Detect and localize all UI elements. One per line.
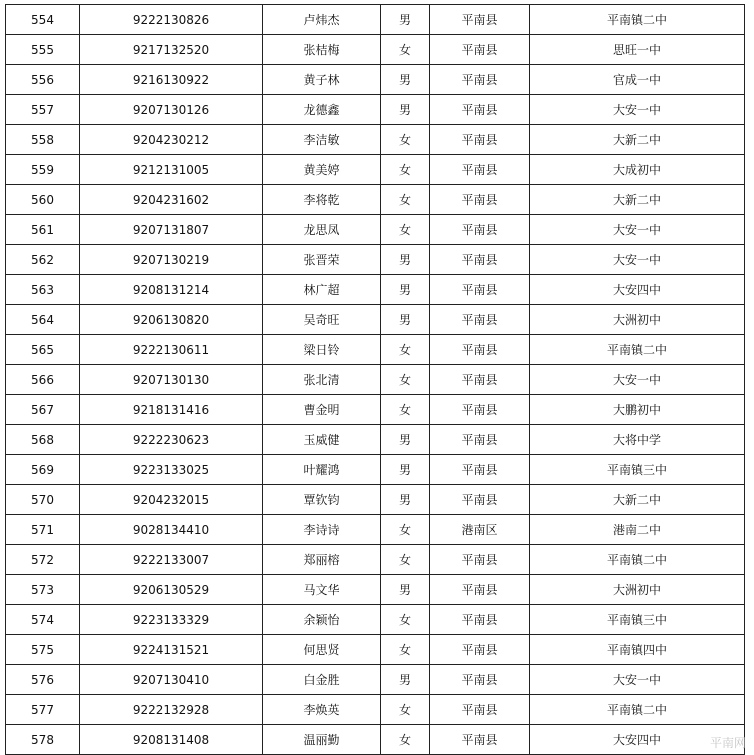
name-cell: 曹金明 [263,395,381,425]
school-cell: 平南镇三中 [530,605,745,635]
table-row [6,35,745,65]
row-number-cell: 555 [6,35,80,65]
results-table-body [6,5,745,755]
row-number-cell: 557 [6,95,80,125]
exam-id-cell: 9216130922 [80,65,263,95]
county-cell: 平南县 [430,455,530,485]
exam-id-cell: 9218131416 [80,395,263,425]
row-number-cell: 559 [6,155,80,185]
table-row [6,65,745,95]
row-number-cell: 565 [6,335,80,365]
school-cell: 大安一中 [530,215,745,245]
gender-cell: 女 [381,695,430,725]
exam-id-cell: 9204231602 [80,185,263,215]
row-number-cell: 574 [6,605,80,635]
name-cell: 覃钦钧 [263,485,381,515]
exam-id-cell: 9223133329 [80,605,263,635]
exam-id-cell: 9224131521 [80,635,263,665]
county-cell: 平南县 [430,35,530,65]
row-number-cell: 561 [6,215,80,245]
gender-cell: 女 [381,155,430,185]
name-cell: 温丽勤 [263,725,381,755]
name-cell: 黄美婷 [263,155,381,185]
row-number-cell: 571 [6,515,80,545]
exam-id-cell: 9222130826 [80,5,263,35]
gender-cell: 男 [381,455,430,485]
school-cell: 大安一中 [530,95,745,125]
table-row [6,605,745,635]
school-cell: 平南镇二中 [530,695,745,725]
school-cell: 平南镇四中 [530,635,745,665]
school-cell: 官成一中 [530,65,745,95]
table-row [6,635,745,665]
gender-cell: 女 [381,515,430,545]
name-cell: 龙德鑫 [263,95,381,125]
county-cell: 平南县 [430,725,530,755]
exam-id-cell: 9222230623 [80,425,263,455]
school-cell: 大洲初中 [530,575,745,605]
name-cell: 张桔梅 [263,35,381,65]
table-row [6,365,745,395]
exam-id-cell: 9206130529 [80,575,263,605]
row-number-cell: 577 [6,695,80,725]
exam-id-cell: 9207130219 [80,245,263,275]
gender-cell: 女 [381,365,430,395]
gender-cell: 女 [381,725,430,755]
gender-cell: 男 [381,305,430,335]
results-table [5,4,745,755]
row-number-cell: 568 [6,425,80,455]
county-cell: 平南县 [430,185,530,215]
county-cell: 平南县 [430,155,530,185]
name-cell: 玉威健 [263,425,381,455]
name-cell: 马文华 [263,575,381,605]
school-cell: 大安一中 [530,665,745,695]
gender-cell: 女 [381,605,430,635]
table-row [6,305,745,335]
name-cell: 卢炜杰 [263,5,381,35]
gender-cell: 女 [381,545,430,575]
gender-cell: 女 [381,35,430,65]
county-cell: 平南县 [430,695,530,725]
gender-cell: 女 [381,215,430,245]
gender-cell: 男 [381,5,430,35]
exam-id-cell: 9207131807 [80,215,263,245]
row-number-cell: 569 [6,455,80,485]
gender-cell: 男 [381,485,430,515]
exam-id-cell: 9204230212 [80,125,263,155]
school-cell: 平南镇二中 [530,545,745,575]
table-row [6,125,745,155]
table-row [6,95,745,125]
row-number-cell: 572 [6,545,80,575]
exam-id-cell: 9028134410 [80,515,263,545]
school-cell: 平南镇二中 [530,335,745,365]
exam-id-cell: 9223133025 [80,455,263,485]
table-row [6,425,745,455]
name-cell: 李焕英 [263,695,381,725]
school-cell: 港南二中 [530,515,745,545]
county-cell: 平南县 [430,65,530,95]
name-cell: 李洁敏 [263,125,381,155]
table-row [6,725,745,755]
gender-cell: 男 [381,95,430,125]
county-cell: 平南县 [430,275,530,305]
name-cell: 何思贤 [263,635,381,665]
table-row [6,245,745,275]
county-cell: 平南县 [430,5,530,35]
name-cell: 张北清 [263,365,381,395]
row-number-cell: 575 [6,635,80,665]
table-row [6,335,745,365]
school-cell: 大安四中 [530,725,745,755]
name-cell: 龙思凤 [263,215,381,245]
county-cell: 平南县 [430,215,530,245]
gender-cell: 女 [381,125,430,155]
table-row [6,515,745,545]
exam-id-cell: 9207130126 [80,95,263,125]
table-row [6,665,745,695]
table-row [6,575,745,605]
table-row [6,695,745,725]
school-cell: 大安一中 [530,245,745,275]
school-cell: 大新二中 [530,185,745,215]
row-number-cell: 556 [6,65,80,95]
school-cell: 大安四中 [530,275,745,305]
county-cell: 港南区 [430,515,530,545]
county-cell: 平南县 [430,335,530,365]
exam-id-cell: 9207130130 [80,365,263,395]
row-number-cell: 563 [6,275,80,305]
county-cell: 平南县 [430,125,530,155]
school-cell: 大洲初中 [530,305,745,335]
name-cell: 余颖怡 [263,605,381,635]
school-cell: 大成初中 [530,155,745,185]
school-cell: 平南镇三中 [530,455,745,485]
exam-id-cell: 9222132928 [80,695,263,725]
table-row [6,455,745,485]
county-cell: 平南县 [430,545,530,575]
county-cell: 平南县 [430,485,530,515]
county-cell: 平南县 [430,305,530,335]
school-cell: 大安一中 [530,365,745,395]
county-cell: 平南县 [430,425,530,455]
gender-cell: 女 [381,635,430,665]
row-number-cell: 566 [6,365,80,395]
gender-cell: 女 [381,185,430,215]
table-row [6,395,745,425]
county-cell: 平南县 [430,365,530,395]
name-cell: 叶耀鸿 [263,455,381,485]
school-cell: 平南镇二中 [530,5,745,35]
row-number-cell: 554 [6,5,80,35]
exam-id-cell: 9208131408 [80,725,263,755]
row-number-cell: 562 [6,245,80,275]
name-cell: 李诗诗 [263,515,381,545]
gender-cell: 女 [381,335,430,365]
table-row [6,155,745,185]
county-cell: 平南县 [430,665,530,695]
county-cell: 平南县 [430,575,530,605]
county-cell: 平南县 [430,245,530,275]
county-cell: 平南县 [430,95,530,125]
school-cell: 大新二中 [530,485,745,515]
row-number-cell: 560 [6,185,80,215]
gender-cell: 男 [381,665,430,695]
table-row [6,485,745,515]
exam-id-cell: 9204232015 [80,485,263,515]
name-cell: 黄子林 [263,65,381,95]
row-number-cell: 578 [6,725,80,755]
name-cell: 张晋荣 [263,245,381,275]
name-cell: 白金胜 [263,665,381,695]
row-number-cell: 558 [6,125,80,155]
row-number-cell: 567 [6,395,80,425]
school-cell: 大鹏初中 [530,395,745,425]
county-cell: 平南县 [430,395,530,425]
row-number-cell: 573 [6,575,80,605]
exam-id-cell: 9207130410 [80,665,263,695]
exam-id-cell: 9212131005 [80,155,263,185]
name-cell: 李将乾 [263,185,381,215]
county-cell: 平南县 [430,605,530,635]
school-cell: 大新二中 [530,125,745,155]
gender-cell: 男 [381,245,430,275]
gender-cell: 男 [381,425,430,455]
row-number-cell: 576 [6,665,80,695]
table-row [6,215,745,245]
name-cell: 郑丽榕 [263,545,381,575]
table-row [6,5,745,35]
exam-id-cell: 9222130611 [80,335,263,365]
county-cell: 平南县 [430,635,530,665]
row-number-cell: 570 [6,485,80,515]
exam-id-cell: 9206130820 [80,305,263,335]
gender-cell: 男 [381,275,430,305]
row-number-cell: 564 [6,305,80,335]
exam-id-cell: 9222133007 [80,545,263,575]
table-row [6,275,745,305]
gender-cell: 男 [381,575,430,605]
table-row [6,185,745,215]
watermark-text: 平南网 [709,736,746,750]
name-cell: 梁日铃 [263,335,381,365]
gender-cell: 女 [381,395,430,425]
exam-id-cell: 9208131214 [80,275,263,305]
gender-cell: 男 [381,65,430,95]
exam-id-cell: 9217132520 [80,35,263,65]
name-cell: 吴奇旺 [263,305,381,335]
school-cell: 思旺一中 [530,35,745,65]
name-cell: 林广超 [263,275,381,305]
school-cell: 大将中学 [530,425,745,455]
table-row [6,545,745,575]
